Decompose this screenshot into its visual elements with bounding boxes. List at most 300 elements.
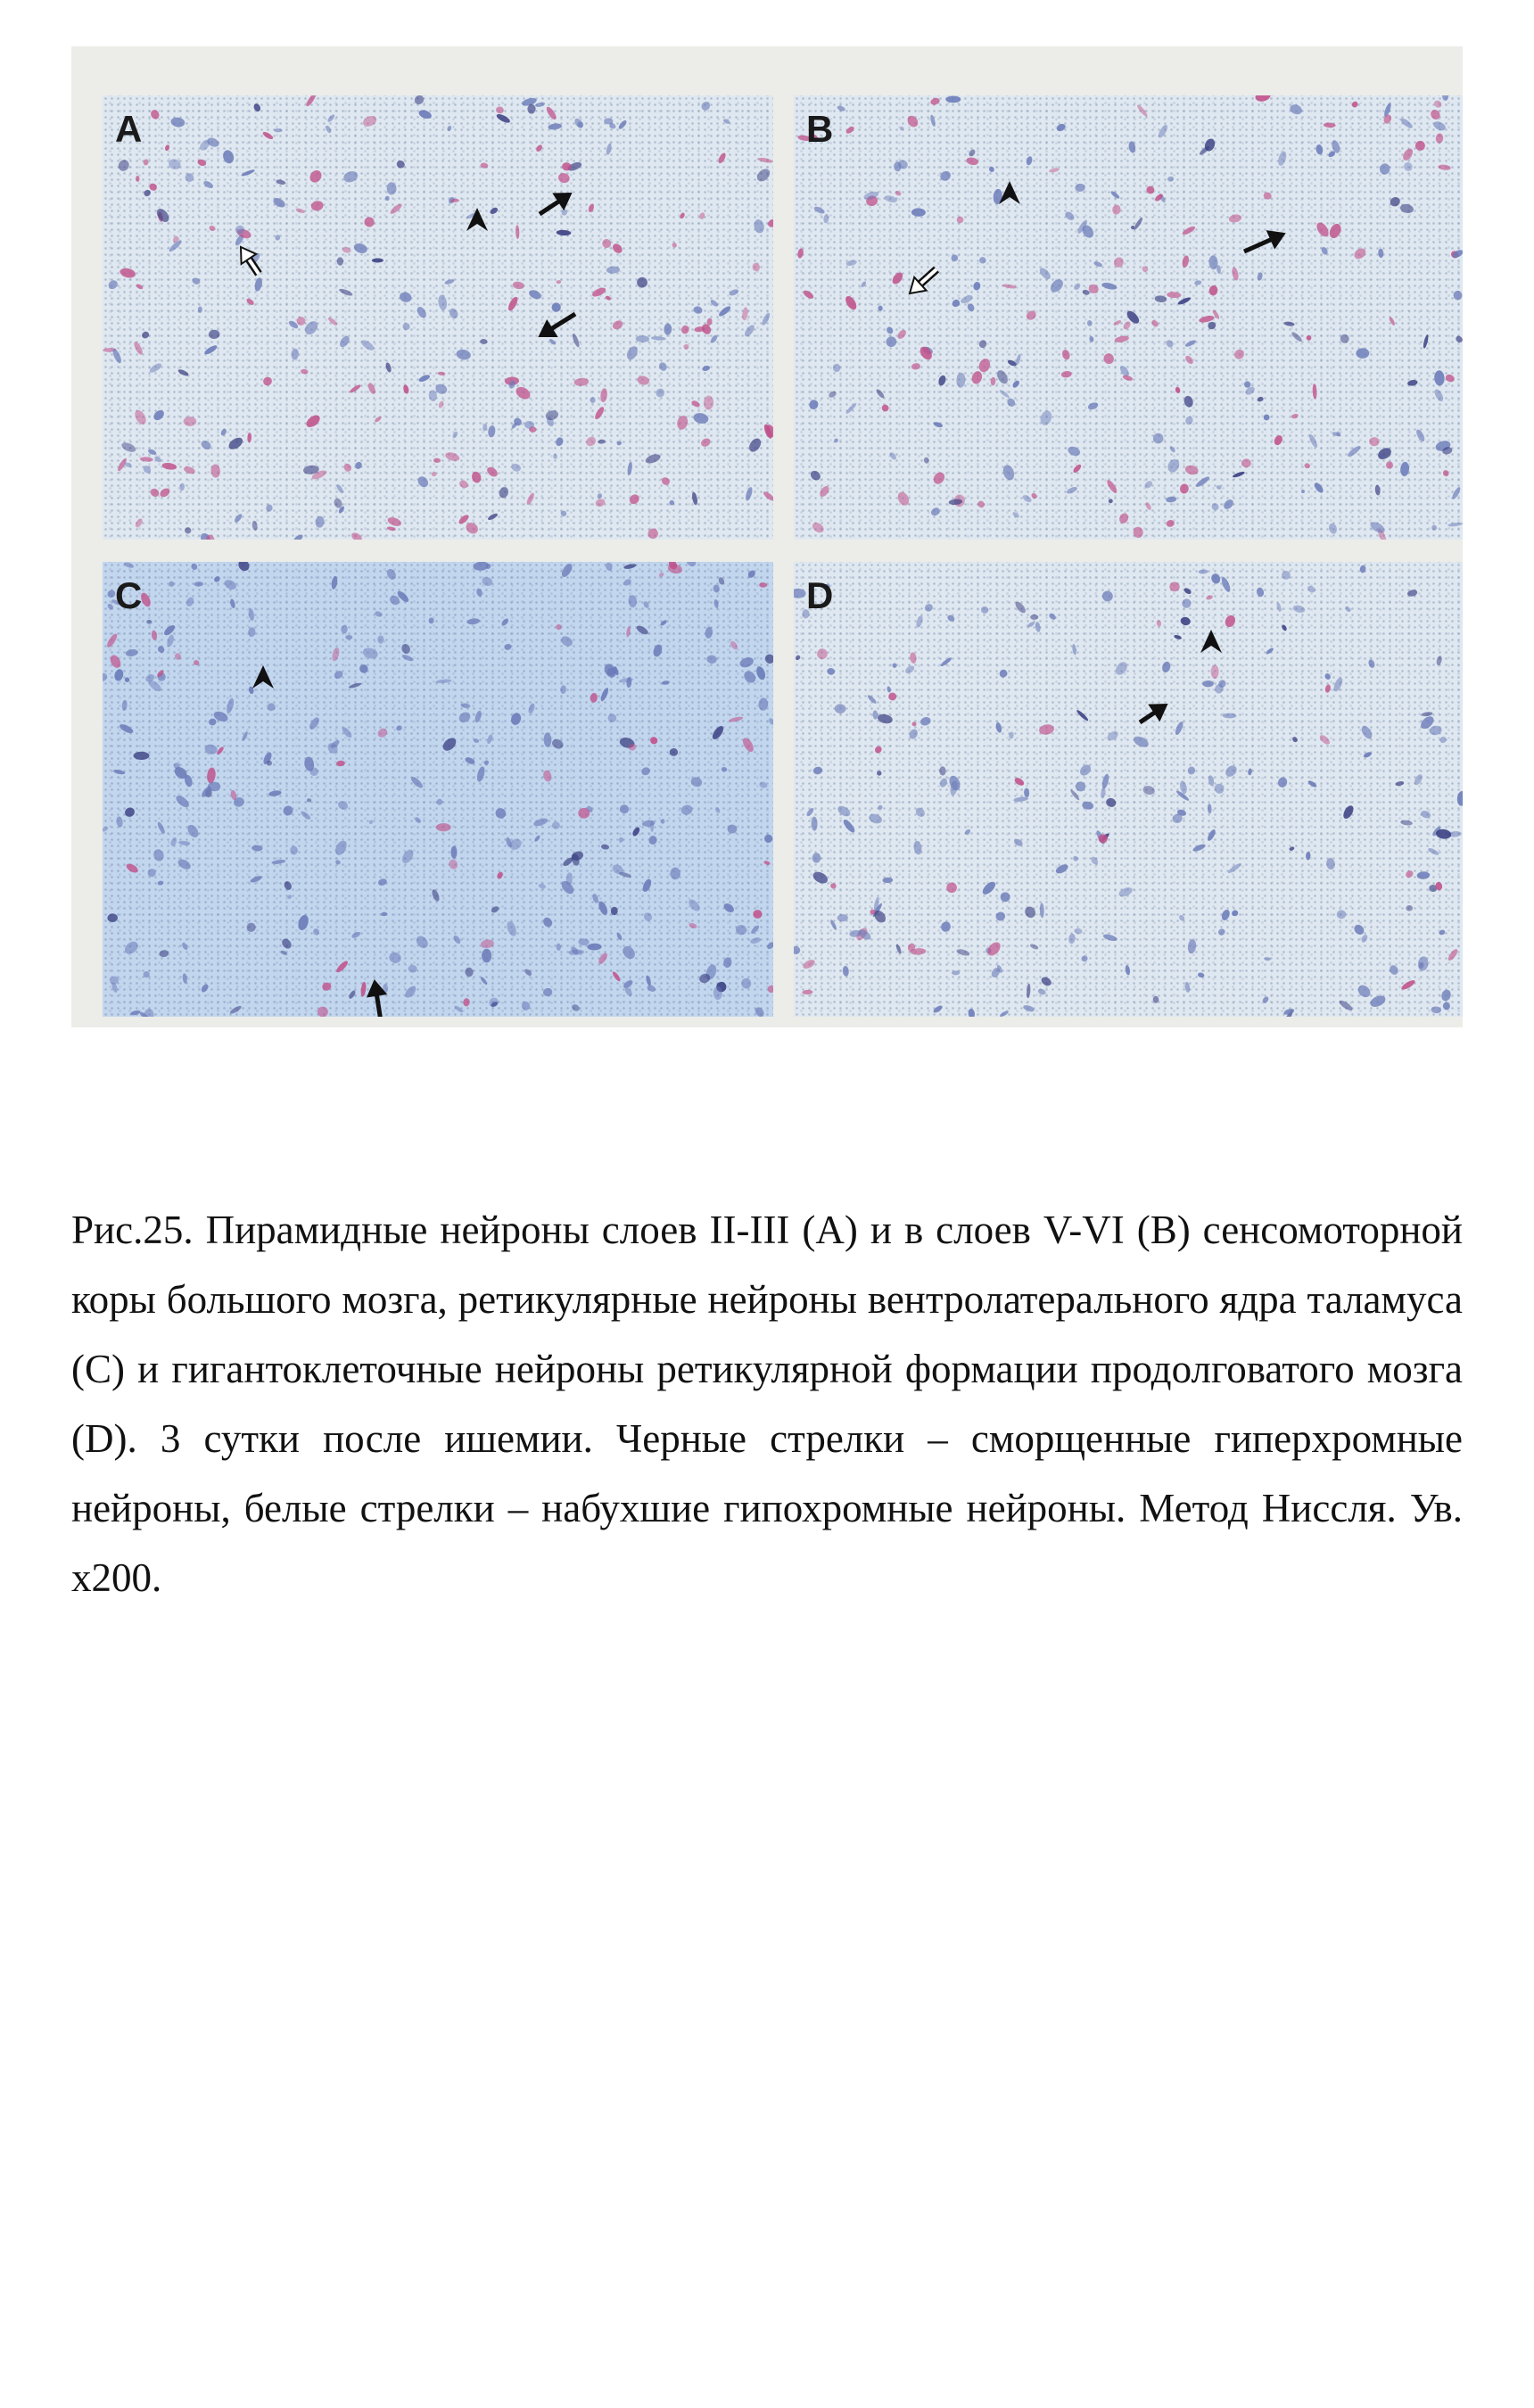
stained-neuron — [964, 829, 972, 836]
stained-neuron — [660, 475, 671, 486]
stained-neuron — [250, 875, 263, 884]
stained-neuron — [616, 441, 623, 446]
stained-neuron — [142, 464, 153, 474]
stained-neuron — [1420, 810, 1431, 820]
black-arrow-icon — [1140, 705, 1167, 722]
stained-neuron — [463, 998, 470, 1007]
stained-neuron — [535, 102, 546, 108]
stained-neuron — [1406, 905, 1413, 911]
stained-neuron — [221, 149, 235, 165]
stained-neuron — [528, 288, 543, 301]
stained-neuron — [950, 253, 959, 262]
stained-neuron — [308, 716, 321, 731]
stained-neuron — [759, 582, 767, 588]
stained-neuron — [174, 794, 191, 810]
stained-neuron — [914, 806, 927, 819]
stained-neuron — [947, 774, 962, 792]
stained-neuron — [1400, 462, 1410, 477]
stained-neuron — [761, 312, 771, 326]
stained-neuron — [1257, 272, 1264, 282]
stained-neuron — [342, 462, 353, 473]
stained-neuron — [619, 837, 623, 843]
stained-neuron — [290, 845, 298, 854]
stained-neuron — [623, 578, 632, 587]
stained-neuron — [453, 1004, 464, 1013]
stained-neuron — [1241, 458, 1251, 467]
stained-neuron — [956, 216, 963, 223]
stained-neuron — [938, 777, 948, 788]
stained-neuron — [466, 618, 480, 625]
stained-neuron — [1233, 348, 1246, 361]
stained-neuron — [556, 944, 561, 952]
stained-neuron — [1359, 565, 1366, 573]
arrowhead-icon — [466, 208, 488, 231]
stained-neuron — [283, 880, 293, 892]
stained-neuron — [374, 610, 383, 617]
black-arrow-icon — [368, 981, 386, 1017]
stained-neuron — [1344, 606, 1351, 613]
stained-neuron — [408, 964, 417, 973]
stained-neuron — [489, 206, 499, 215]
stained-neuron — [1306, 852, 1311, 861]
stained-neuron — [545, 105, 558, 120]
stained-neuron — [1024, 788, 1030, 797]
stained-neuron — [683, 343, 690, 350]
stained-neuron — [1224, 614, 1238, 629]
stained-neuron — [1280, 569, 1291, 581]
stained-neuron — [1363, 751, 1373, 759]
stained-neuron — [1002, 284, 1017, 290]
stained-neuron — [281, 804, 294, 817]
stained-neuron — [321, 982, 332, 992]
stained-neuron — [482, 424, 487, 432]
stained-neuron — [842, 818, 857, 834]
stained-neuron — [763, 860, 771, 865]
stained-neuron — [768, 717, 773, 726]
stained-neuron — [162, 623, 177, 637]
stained-neuron — [556, 280, 561, 284]
stained-neuron — [951, 298, 961, 309]
stained-neuron — [334, 960, 349, 974]
stained-neuron — [395, 724, 403, 731]
stained-neuron — [336, 799, 349, 811]
stained-neuron — [533, 835, 540, 843]
stained-neuron — [718, 576, 726, 585]
stained-neuron — [648, 736, 658, 746]
stained-neuron — [229, 598, 235, 609]
stained-neuron — [1368, 994, 1387, 1010]
stained-neuron — [178, 840, 190, 846]
stained-neuron — [827, 668, 836, 676]
stained-neuron — [873, 745, 883, 755]
stained-neuron — [248, 627, 256, 638]
stained-neuron — [802, 990, 812, 995]
figure-micrographs — [71, 46, 1463, 1027]
stained-neuron — [1431, 1006, 1441, 1014]
stained-neuron — [811, 817, 817, 831]
stained-neuron — [274, 128, 283, 132]
stained-neuron — [866, 694, 877, 705]
stained-neuron — [752, 262, 761, 272]
stained-neuron — [456, 349, 472, 361]
stained-neuron — [265, 504, 273, 513]
stained-neuron — [655, 387, 666, 399]
stained-neuron — [1276, 150, 1288, 166]
stained-neuron — [122, 939, 140, 957]
stained-neuron — [940, 920, 953, 933]
stained-neuron — [559, 634, 574, 648]
stained-neuron — [1187, 939, 1197, 954]
stained-neuron — [417, 109, 433, 120]
stained-neuron — [460, 703, 471, 709]
stained-neuron — [514, 384, 532, 401]
stained-neuron — [336, 760, 345, 766]
stained-neuron — [746, 436, 763, 454]
stained-neuron — [325, 125, 332, 134]
stained-neuron — [103, 672, 109, 682]
stained-neuron — [842, 966, 849, 977]
stained-neuron — [414, 934, 430, 951]
stained-neuron — [113, 769, 126, 775]
stained-neuron — [1073, 282, 1082, 291]
stained-neuron — [464, 521, 480, 536]
stained-neuron — [515, 225, 520, 239]
stained-neuron — [680, 325, 690, 335]
stained-neuron — [1132, 734, 1150, 749]
stained-neuron — [802, 289, 814, 301]
stained-neuron — [1093, 260, 1103, 268]
stained-neuron — [584, 435, 598, 449]
stained-neuron — [978, 256, 987, 265]
stained-neuron — [107, 278, 120, 291]
stained-neuron — [908, 728, 920, 740]
stained-neuron — [194, 581, 204, 587]
stained-neuron — [911, 362, 920, 370]
stained-neuron — [1402, 161, 1414, 172]
stained-neuron — [1289, 846, 1295, 852]
stained-neuron — [597, 492, 603, 499]
stained-neuron — [487, 995, 500, 1009]
stained-neuron — [505, 920, 518, 937]
stained-neuron — [487, 425, 496, 438]
stained-neuron — [977, 357, 993, 374]
stained-neuron — [1400, 978, 1416, 991]
stained-neuron — [1144, 501, 1152, 511]
stained-neuron — [1183, 587, 1192, 596]
stained-neuron — [1315, 220, 1332, 239]
stained-neuron — [1276, 776, 1288, 788]
stained-neuron — [1166, 458, 1182, 474]
stained-neuron — [1307, 779, 1318, 788]
stained-neuron — [1000, 891, 1011, 903]
stained-neuron — [428, 390, 437, 401]
stained-neuron — [884, 194, 898, 204]
stained-neuron — [994, 911, 1006, 922]
stained-neuron — [149, 487, 161, 499]
stained-neuron — [929, 114, 936, 127]
stained-neuron — [661, 819, 665, 824]
stained-neuron — [475, 588, 483, 598]
stained-neuron — [1369, 437, 1380, 446]
stained-neuron — [1222, 498, 1235, 511]
stained-neuron — [999, 389, 1010, 399]
stained-neuron — [168, 581, 175, 588]
stained-neuron — [625, 344, 640, 361]
stained-neuron — [978, 339, 988, 349]
stained-neuron — [493, 806, 507, 821]
stained-neuron — [669, 500, 674, 506]
stained-neuron — [191, 276, 201, 285]
stained-neuron — [106, 603, 114, 611]
stained-neuron — [616, 932, 623, 941]
stained-neuron — [977, 499, 986, 509]
stained-neuron — [220, 428, 228, 437]
stained-neuron — [1048, 276, 1065, 294]
stained-neuron — [464, 756, 475, 766]
stained-neuron — [210, 464, 221, 478]
stained-neuron — [300, 810, 311, 821]
stained-neuron — [438, 400, 445, 409]
stained-neuron — [413, 95, 426, 106]
stained-neuron — [1048, 612, 1057, 621]
stained-neuron — [305, 95, 318, 107]
stained-neuron — [507, 295, 520, 312]
stained-neuron — [568, 949, 584, 955]
stained-neuron — [619, 804, 631, 814]
stained-neuron — [156, 821, 166, 835]
stained-neuron — [1118, 886, 1134, 898]
stained-neuron — [1090, 855, 1100, 866]
stained-neuron — [1352, 923, 1365, 937]
stained-neuron — [1184, 981, 1191, 993]
stained-neuron — [717, 152, 727, 164]
stained-neuron — [766, 984, 773, 994]
stained-neuron — [1035, 622, 1041, 633]
stained-neuron — [292, 533, 304, 540]
stained-neuron — [899, 126, 904, 131]
stained-neuron — [1338, 999, 1354, 1012]
stained-neuron — [644, 452, 662, 465]
stained-neuron — [1184, 339, 1197, 348]
stained-neuron — [1376, 446, 1394, 462]
stained-neuron — [358, 663, 369, 675]
stained-neuron — [229, 1004, 243, 1015]
stained-neuron — [805, 807, 815, 818]
stained-neuron — [1401, 147, 1414, 162]
stained-neuron — [1177, 296, 1192, 306]
stained-neuron — [123, 562, 135, 569]
stained-neuron — [687, 897, 702, 913]
stained-neuron — [587, 944, 601, 951]
stained-neuron — [338, 334, 351, 349]
stained-neuron — [836, 804, 852, 818]
stained-neuron — [590, 692, 598, 703]
stained-neuron — [990, 377, 995, 386]
stained-neuron — [1101, 787, 1107, 799]
stained-neuron — [626, 626, 631, 638]
stained-neuron — [1072, 855, 1079, 862]
stained-neuron — [1442, 1002, 1450, 1010]
stained-neuron — [828, 390, 837, 399]
stained-neuron — [1101, 282, 1118, 292]
stained-neuron — [448, 858, 459, 870]
stained-neuron — [905, 113, 920, 128]
panel-label-c: C — [115, 574, 143, 616]
stained-neuron — [597, 952, 608, 966]
stained-neuron — [159, 950, 169, 958]
stained-neuron — [970, 370, 984, 385]
stained-neuron — [417, 374, 431, 383]
stained-neuron — [1451, 486, 1462, 500]
stained-neuron — [134, 752, 150, 760]
stained-neuron — [1175, 386, 1181, 393]
stained-neuron — [1142, 785, 1156, 796]
stained-neuron — [813, 205, 826, 215]
stained-neuron — [374, 416, 383, 424]
stained-neuron — [1439, 929, 1446, 936]
stained-neuron — [132, 341, 144, 356]
stained-neuron — [535, 144, 543, 153]
stained-neuron — [507, 837, 524, 852]
stained-neuron — [1442, 469, 1450, 477]
stained-neuron — [385, 567, 398, 581]
stained-neuron — [1435, 133, 1443, 144]
stained-neuron — [742, 669, 758, 685]
stained-neuron — [931, 470, 947, 486]
stained-neuron — [196, 158, 207, 167]
stained-neuron — [1261, 995, 1269, 1004]
stained-neuron — [1192, 843, 1207, 853]
stained-neuron — [1022, 1004, 1035, 1013]
stained-neuron — [1367, 658, 1375, 668]
stained-neuron — [845, 402, 857, 416]
stained-neuron — [1006, 397, 1017, 408]
micrograph-panel-d — [794, 562, 1463, 1017]
stained-neuron — [938, 169, 953, 183]
stained-neuron — [1075, 184, 1085, 192]
stained-neuron — [301, 368, 309, 375]
stained-neuron — [480, 339, 488, 344]
stained-neuron — [1434, 370, 1446, 386]
stained-neuron — [136, 283, 144, 290]
stained-neuron — [823, 214, 829, 224]
stained-neuron — [1359, 724, 1373, 741]
stained-neuron — [485, 466, 499, 479]
stained-neuron — [657, 361, 668, 373]
stained-neuron — [200, 983, 210, 994]
stained-neuron — [1257, 396, 1265, 403]
stained-neuron — [590, 397, 596, 403]
stained-neuron — [1276, 602, 1282, 612]
stained-neuron — [1292, 604, 1306, 614]
stained-neuron — [252, 845, 263, 851]
stained-neuron — [1337, 910, 1347, 919]
stained-neuron — [248, 608, 255, 622]
stained-neuron — [437, 294, 448, 311]
stained-neuron — [703, 395, 713, 410]
stained-neuron — [923, 602, 934, 613]
stained-neuron — [818, 484, 831, 499]
stained-neuron — [808, 399, 820, 411]
stained-neuron — [416, 474, 430, 490]
stained-neuron — [795, 655, 801, 662]
stained-neuron — [486, 734, 493, 745]
stained-neuron — [651, 336, 666, 342]
stained-neuron — [1181, 225, 1196, 236]
stained-neuron — [1013, 600, 1027, 614]
stained-neuron — [438, 371, 446, 375]
stained-neuron — [151, 630, 158, 640]
stained-neuron — [636, 335, 650, 342]
stained-neuron — [252, 103, 261, 112]
stained-neuron — [1324, 672, 1332, 680]
stained-neuron — [1455, 334, 1463, 343]
stained-neuron — [247, 433, 252, 442]
stained-neuron — [525, 492, 535, 506]
stained-neuron — [130, 1010, 141, 1016]
stained-neuron — [166, 634, 175, 648]
stained-neuron — [1220, 909, 1231, 922]
stained-neuron — [1011, 379, 1020, 389]
stained-neuron — [1248, 768, 1252, 775]
stained-neuron — [541, 916, 554, 929]
stained-neuron — [261, 375, 273, 387]
stained-neuron — [1356, 983, 1373, 1000]
stained-neuron — [310, 200, 325, 211]
stained-neuron — [1407, 379, 1419, 386]
micrograph-panel-c — [103, 562, 773, 1017]
stained-neuron — [659, 619, 667, 626]
stained-neuron — [1157, 123, 1169, 139]
stained-neuron — [578, 938, 589, 945]
stained-neuron — [435, 679, 451, 684]
arrowhead-icon — [999, 181, 1020, 204]
stained-neuron — [170, 117, 186, 128]
stained-neuron — [252, 520, 258, 531]
stained-neuron — [120, 441, 137, 454]
stained-neuron — [690, 400, 701, 408]
stained-neuron — [1440, 988, 1453, 1002]
stained-neuron — [1324, 122, 1336, 128]
stained-neuron — [880, 403, 890, 413]
stained-neuron — [912, 840, 922, 855]
stained-neuron — [337, 257, 344, 266]
stained-neuron — [884, 334, 898, 349]
stained-neuron — [451, 431, 458, 439]
stained-neuron — [895, 944, 903, 954]
stained-neuron — [573, 377, 589, 386]
stained-neuron — [895, 190, 903, 197]
stained-neuron — [521, 1001, 531, 1011]
stained-neuron — [495, 106, 504, 114]
stained-neuron — [758, 780, 768, 789]
stained-neuron — [1414, 140, 1427, 153]
stained-neuron — [1456, 791, 1463, 806]
micrograph-d-cells — [794, 562, 1463, 1017]
stained-neuron — [1374, 484, 1381, 495]
stained-neuron — [1040, 903, 1044, 918]
stained-neuron — [495, 112, 511, 124]
stained-neuron — [471, 471, 482, 484]
stained-neuron — [354, 460, 364, 470]
stained-neuron — [995, 722, 1003, 733]
stained-neuron — [1089, 335, 1094, 342]
stained-neuron — [1327, 222, 1343, 240]
stained-neuron — [1206, 595, 1214, 601]
stained-neuron — [1206, 829, 1216, 842]
stained-neuron — [341, 625, 348, 634]
stained-neuron — [980, 879, 997, 896]
